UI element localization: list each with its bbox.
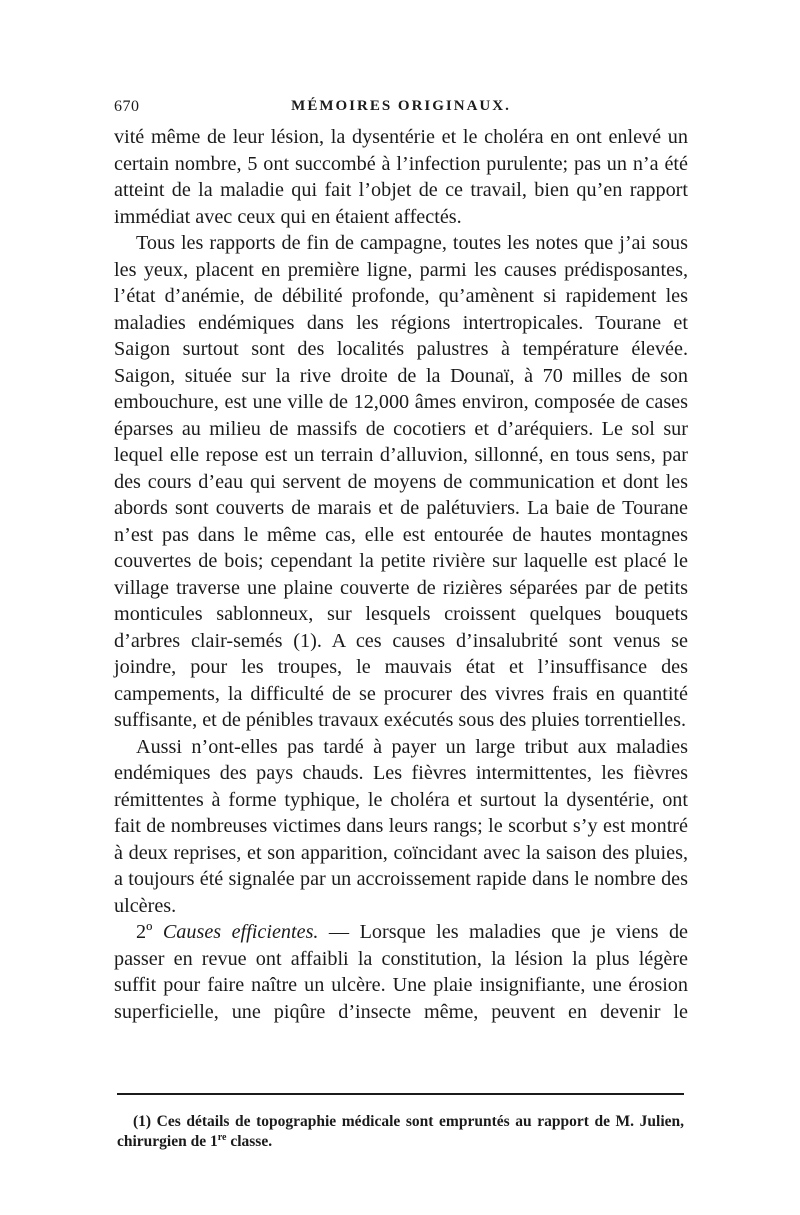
- footnote-superscript: re: [217, 1131, 227, 1143]
- paragraph-3: Aussi n’ont-elles pas tardé à payer un large tribut aux maladies endémiques des pays chauds. Les fièvres intermittentes, les fièvres rémittentes à forme typhique, le choléra et surtout la dysentérie, ont fait de nombreuses victimes dans leurs rangs; le scorbut s’y est montré à deux reprises, et son apparition, coïncidant avec la saison des pluies, a toujours été signalée par un accroissement rapide dans le nombre des ulcères.: [114, 735, 688, 917]
- footnote-text-end: classe.: [226, 1133, 273, 1150]
- footnote-rule: [117, 1093, 684, 1095]
- paragraph-1: vité même de leur lésion, la dysentérie et le choléra en ont enlevé un certain nombre, 5 ont succombé à l’infection purulente; pas un n’a été atteint de la maladie qui fait l’objet de ce travail, bien qu’en rapport immédiat avec ceux qui en étaient affectés.: [114, 126, 688, 228]
- page: [114, 98, 688, 1025]
- page-header: [114, 98, 688, 122]
- footnote: [117, 1112, 684, 1152]
- footnote-text: (1) Ces détails de topographie médicale sont empruntés au rapport de M. Julien, chirurgien de 1: [117, 1113, 684, 1150]
- paragraph-2: Tous les rapports de fin de campagne, toutes les notes que j’ai sous les yeux, placent en première ligne, parmi les causes prédisposantes, l’état d’anémie, de débilité profonde, qu’amènent si rapidement les maladies endémiques dans les régions intertropicales. Tourane et Saigon surtout sont des localités palustres à température élevée. Saigon, située sur la rive droite de la Dounaï, à 70 milles de son embouchure, est une ville de 12,000 âmes environ, composée de cases éparses au milieu de massifs de cocotiers et d’aréquiers. Le sol sur lequel elle repose est un terrain d’alluvion, sillonné, en tous sens, par des cours d’eau qui servent de moyens de communication et dont les abords sont couverts de marais et de palétuviers. La baie de Tourane n’est pas dans le même cas, elle est entourée de hautes montagnes couvertes de bois; cependant la petite rivière sur laquelle est placé le village traverse une plaine couverte de rizières séparées par de petits monticules sablonneux, sur lesquels croissent quelques bouquets d’arbres clair-semés (1). A ces causes d’insalubrité sont venus se joindre, pour les troupes, le mauvais état et l’insuffisance des campements, la difficulté de se procurer des vivres frais en quantité suffisante, et de pénibles travaux exécutés sous des pluies torrentielles.: [114, 232, 688, 731]
- paragraph-4-text: — Lorsque les maladies que je viens de passer en revue ont affaibli la constitution, la lésion la plus légère suffit pour faire naître un ulcère. Une plaie insignifiante, une érosion superficielle, une piqûre d’insecte même, peuvent en devenir le: [114, 921, 688, 1023]
- section-title: Causes efficientes.: [162, 921, 319, 943]
- paragraph-4: [114, 919, 688, 1025]
- body-text: [114, 124, 688, 1025]
- page-number: 670: [114, 98, 140, 115]
- running-head: MÉMOIRES ORIGINAUX.: [291, 98, 511, 114]
- section-number: 2º: [136, 921, 153, 943]
